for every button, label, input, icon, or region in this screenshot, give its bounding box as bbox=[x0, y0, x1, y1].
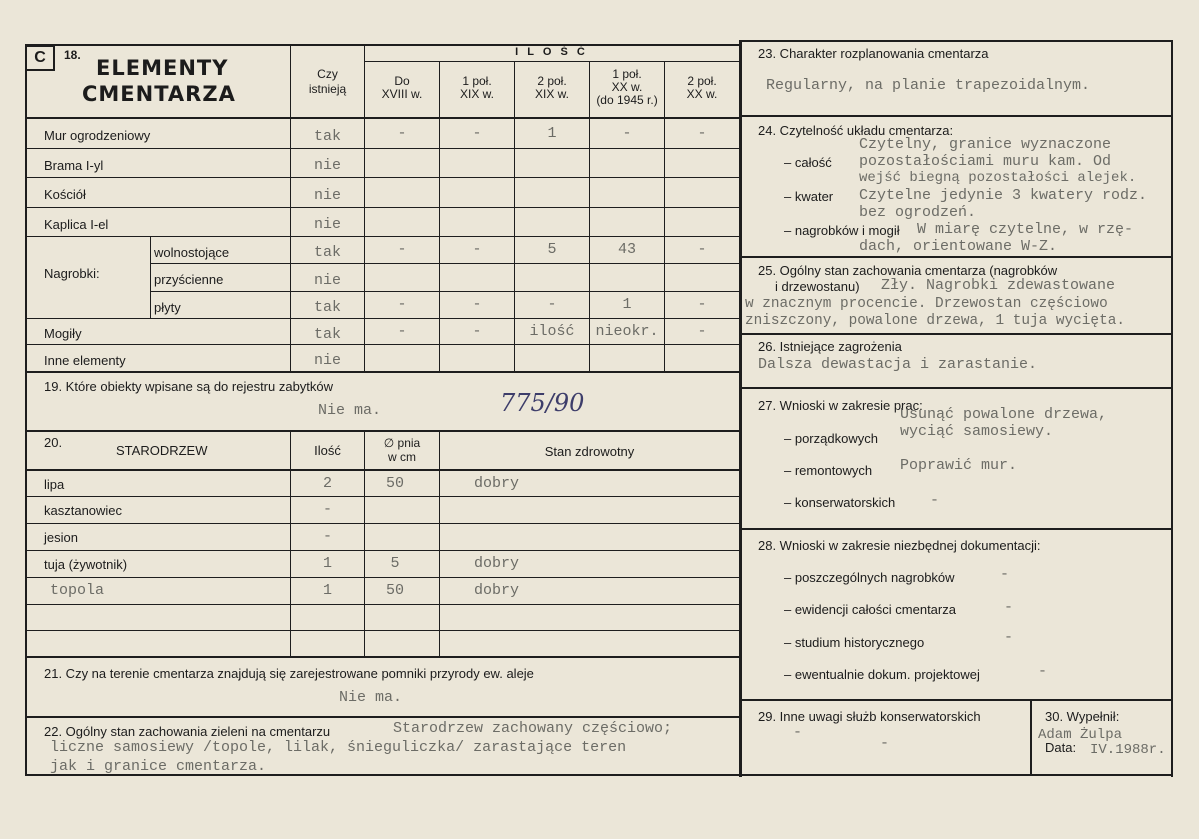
q24-whole-line1: Czytelny, granice wyznaczone bbox=[859, 136, 1112, 153]
period-header: Do XVIII w. bbox=[381, 74, 423, 101]
element-row-label: Mur ogrodzeniowy bbox=[44, 128, 151, 143]
q25-line3: zniszczony, powalone drzewa, 1 tuja wycięta. bbox=[745, 313, 1125, 329]
q24-quarters-line1: Czytelne jedynie 3 kwatery rodz. bbox=[859, 187, 1148, 204]
tree-name: lipa bbox=[44, 477, 65, 492]
tree-qty: 2 bbox=[322, 475, 332, 492]
q29-label: 29. Inne uwagi służb konserwatorskich bbox=[758, 709, 981, 724]
h-line bbox=[150, 263, 739, 264]
border-left bbox=[25, 44, 27, 775]
q30-date: IV.1988r. bbox=[1090, 742, 1166, 758]
q21-label: 21. Czy na terenie cmentarza znajdują się zarejestrowane pomniki przyrody ew. aleje bbox=[44, 666, 534, 681]
h-line bbox=[739, 256, 1173, 258]
h-line bbox=[25, 496, 739, 497]
q22-line2: liczne samosiewy /topole, lilak, śnieguliczka/ zarastające teren bbox=[50, 739, 627, 756]
element-exists-value: nie bbox=[313, 186, 341, 204]
q26-answer: Dalsza dewastacja i zarastanie. bbox=[758, 356, 1038, 373]
element-period-value: 1 bbox=[622, 296, 632, 313]
tree-name: tuja (żywotnik) bbox=[44, 557, 128, 572]
tree-qty: 1 bbox=[322, 555, 332, 572]
element-period-value: - bbox=[697, 322, 707, 340]
v-line bbox=[1030, 700, 1032, 776]
element-period-value: - bbox=[397, 241, 407, 258]
tree-qty: - bbox=[322, 501, 332, 518]
v-line bbox=[150, 236, 151, 318]
border-bottom-right bbox=[739, 774, 1173, 776]
q24-label: 24. Czytelność układu cmentarza: bbox=[758, 123, 954, 138]
h-line bbox=[25, 430, 739, 432]
q24-quarters-label: – kwater bbox=[784, 189, 834, 204]
tree-name: topola bbox=[50, 582, 105, 599]
element-row-label: Nagrobki: bbox=[44, 266, 100, 281]
q25-label-2: i drzewostanu) bbox=[775, 279, 860, 294]
q20-col-health: Stan zdrowotny bbox=[544, 444, 635, 459]
h-line bbox=[25, 656, 739, 658]
h-line bbox=[25, 630, 739, 631]
h-line bbox=[25, 207, 739, 208]
q28-item-value: - bbox=[1038, 663, 1048, 680]
h-line bbox=[739, 528, 1173, 530]
element-row-label: Kaplica I-el bbox=[44, 216, 109, 232]
q20-title: STARODRZEW bbox=[116, 443, 208, 458]
element-period-value: - bbox=[472, 296, 482, 313]
period-header: 1 poł. XIX w. bbox=[459, 74, 494, 101]
period-header: 2 poł. XX w. bbox=[686, 74, 718, 101]
q30-name: Adam Żulpa bbox=[1038, 727, 1123, 743]
section-18-title-2: CMENTARZA bbox=[82, 82, 236, 106]
element-period-value: - bbox=[397, 124, 407, 142]
q19-label: 19. Które obiekty wpisane są do rejestru zabytków bbox=[44, 379, 334, 394]
q24-whole-line3: wejść biegną pozostałości alejek. bbox=[859, 170, 1137, 186]
h-line bbox=[25, 117, 739, 119]
h-line bbox=[25, 604, 739, 605]
section-18-title-1: ELEMENTY bbox=[96, 56, 229, 80]
h-line bbox=[25, 550, 739, 551]
element-row-label: Kościół bbox=[44, 187, 86, 202]
q22-label: 22. Ogólny stan zachowania zieleni na cmentarzu bbox=[44, 724, 331, 739]
q19-register-number: 775/90 bbox=[500, 389, 585, 417]
element-exists-value: nie bbox=[313, 216, 341, 233]
col-quantity-header: I L O Ś Ć bbox=[515, 46, 588, 58]
element-exists-value: nie bbox=[313, 271, 341, 289]
divider-middle bbox=[739, 40, 742, 777]
element-row-label: Inne elementy bbox=[44, 352, 126, 368]
element-period-value: nieokr. bbox=[595, 322, 659, 340]
element-period-value: - bbox=[397, 296, 407, 313]
section-18-number: 18. bbox=[64, 48, 81, 62]
h-line bbox=[25, 236, 739, 237]
h-line bbox=[739, 699, 1173, 701]
q27-label: 27. Wnioski w zakresie prac: bbox=[758, 398, 923, 413]
v-line bbox=[439, 431, 440, 657]
element-exists-value: nie bbox=[313, 352, 341, 369]
q25-label-1: 25. Ogólny stan zachowania cmentarza (nagrobków bbox=[758, 263, 1058, 278]
q24-graves-label: – nagrobków i mogił bbox=[784, 223, 900, 238]
h-line bbox=[739, 115, 1173, 117]
q27-cleanup-label: – porządkowych bbox=[784, 431, 878, 446]
q23-answer: Regularny, na planie trapezoidalnym. bbox=[766, 77, 1091, 94]
tree-diameter: 50 bbox=[385, 582, 404, 599]
q20-col-qty: Ilość bbox=[314, 443, 341, 458]
h-line bbox=[364, 61, 739, 62]
h-line bbox=[25, 177, 739, 178]
period-header: 2 poł. XIX w. bbox=[534, 74, 569, 101]
tree-health: dobry bbox=[474, 475, 520, 492]
q22-line1: Starodrzew zachowany częściowo; bbox=[393, 720, 673, 737]
element-period-value: 43 bbox=[617, 241, 636, 258]
element-period-value: 5 bbox=[547, 241, 557, 258]
h-line bbox=[739, 333, 1173, 335]
element-period-value: - bbox=[472, 322, 482, 340]
element-row-label: Mogiły bbox=[44, 326, 82, 341]
element-period-value: - bbox=[397, 322, 407, 340]
q27-repair-label: – remontowych bbox=[784, 463, 873, 478]
element-row-label: Brama I-yl bbox=[44, 157, 104, 173]
tree-name: jesion bbox=[44, 530, 78, 545]
q22-line3: jak i granice cmentarza. bbox=[50, 758, 267, 775]
tree-diameter: 50 bbox=[385, 475, 404, 492]
element-period-value: ilość bbox=[529, 322, 575, 340]
tree-name: kasztanowiec bbox=[44, 503, 123, 518]
q28-label: 28. Wnioski w zakresie niezbędnej dokumentacji: bbox=[758, 538, 1041, 553]
q25-line1: Zły. Nagrobki zdewastowane bbox=[881, 277, 1116, 294]
q24-graves-line2: dach, orientowane W-Z. bbox=[859, 238, 1058, 255]
q24-whole-line2: pozostałościami muru kam. Od bbox=[859, 153, 1112, 170]
element-exists-value: tak bbox=[313, 127, 341, 145]
h-line bbox=[25, 148, 739, 149]
q29-value-1: - bbox=[793, 724, 803, 741]
q29-value-2: - bbox=[880, 735, 890, 752]
q28-item-value: - bbox=[1000, 566, 1010, 583]
element-period-value: - bbox=[697, 124, 707, 142]
q25-line2: w znacznym procencie. Drzewostan częściowo bbox=[745, 296, 1108, 312]
border-top-right bbox=[739, 40, 1173, 42]
q20-col-diam: ∅ pnia w cm bbox=[383, 436, 421, 464]
q30-label: 30. Wypełnił: bbox=[1045, 709, 1120, 724]
h-line bbox=[150, 291, 739, 292]
element-period-value: - bbox=[472, 124, 482, 142]
tree-health: dobry bbox=[474, 582, 520, 599]
element-row-sublabel: wolnostojące bbox=[154, 244, 230, 260]
q21-answer: Nie ma. bbox=[339, 689, 403, 706]
element-exists-value: tak bbox=[313, 244, 341, 261]
h-line bbox=[25, 371, 739, 373]
period-header: 1 poł. XX w. (do 1945 r.) bbox=[596, 67, 658, 107]
element-row-sublabel: płyty bbox=[154, 299, 181, 315]
q27-conserv-label: – konserwatorskich bbox=[784, 495, 896, 510]
q30-date-label: Data: bbox=[1045, 740, 1077, 755]
q24-graves-line1: W miarę czytelne, w rzę- bbox=[917, 221, 1134, 238]
q27-conserv-value: - bbox=[930, 492, 940, 509]
tree-diameter: 5 bbox=[390, 555, 400, 572]
element-period-value: - bbox=[547, 296, 557, 313]
q20-number: 20. bbox=[44, 435, 63, 450]
q28-item-value: - bbox=[1004, 599, 1014, 616]
element-period-value: - bbox=[472, 241, 482, 258]
q23-label: 23. Charakter rozplanowania cmentarza bbox=[758, 46, 989, 61]
q26-label: 26. Istniejące zagrożenia bbox=[758, 339, 902, 354]
q27-cleanup-line1: Usunąć powalone drzewa, bbox=[900, 406, 1108, 423]
h-line bbox=[25, 344, 739, 345]
element-period-value: - bbox=[697, 241, 707, 258]
section-code: C bbox=[25, 45, 55, 71]
h-line bbox=[25, 523, 739, 524]
tree-qty: 1 bbox=[322, 582, 332, 599]
element-exists-value: tak bbox=[313, 299, 341, 316]
element-period-value: - bbox=[622, 124, 632, 142]
q27-cleanup-line2: wyciąć samosiewy. bbox=[900, 423, 1054, 440]
h-line bbox=[739, 387, 1173, 389]
q28-item-label: – ewidencji całości cmentarza bbox=[784, 602, 956, 617]
tree-qty: - bbox=[322, 528, 332, 545]
element-exists-value: tak bbox=[313, 325, 341, 343]
q28-item-label: – ewentualnie dokum. projektowej bbox=[784, 667, 980, 682]
element-row-sublabel: przyścienne bbox=[154, 272, 224, 287]
tree-health: dobry bbox=[474, 555, 520, 572]
h-line bbox=[25, 577, 739, 578]
q19-answer: Nie ma. bbox=[318, 402, 382, 419]
v-line bbox=[364, 431, 365, 657]
q24-whole-label: – całość bbox=[784, 155, 832, 170]
h-line bbox=[25, 318, 739, 319]
element-period-value: 1 bbox=[547, 124, 557, 142]
q28-item-label: – poszczególnych nagrobków bbox=[784, 570, 955, 585]
q27-repair-value: Poprawić mur. bbox=[900, 457, 1018, 474]
border-right bbox=[1171, 40, 1173, 777]
q28-item-label: – studium historycznego bbox=[784, 635, 925, 650]
element-period-value: - bbox=[697, 296, 707, 313]
h-line bbox=[25, 469, 739, 471]
q24-quarters-line2: bez ogrodzeń. bbox=[859, 204, 977, 221]
element-exists-value: nie bbox=[313, 157, 341, 174]
h-line bbox=[25, 716, 739, 718]
col-exists-header: Czy istnieją bbox=[308, 67, 347, 96]
q28-item-value: - bbox=[1004, 629, 1014, 646]
